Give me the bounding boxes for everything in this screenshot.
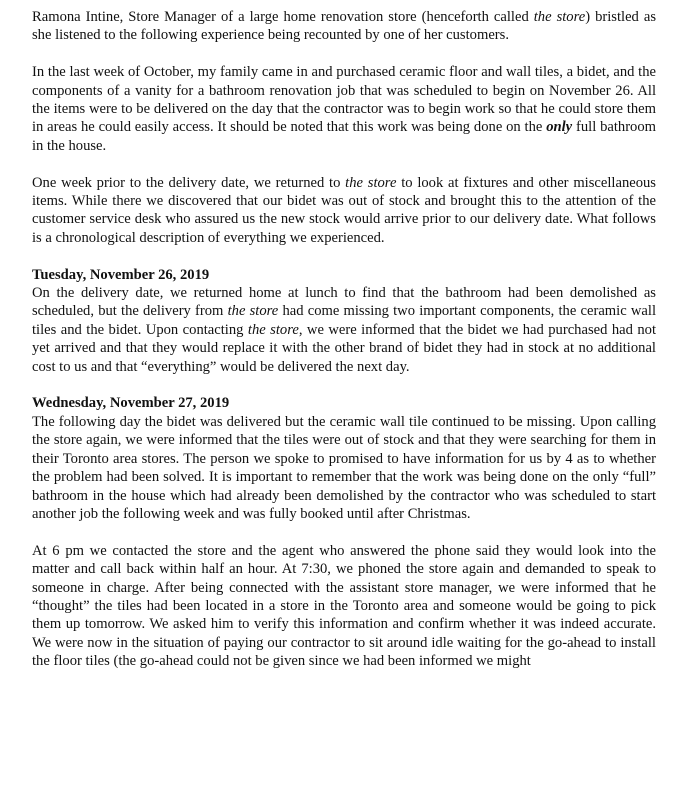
intro-text-2: ) bristled as she listened to the following experience being recounted by one of her customers. (32, 9, 656, 44)
s1-text-2: had come missing two important components, the ceramic wall tiles and the bidet. Upon contacting (32, 303, 656, 338)
p2-text-1: One week prior to the delivery date, we returned to (32, 174, 346, 191)
p1-only-emphasis: only (546, 119, 573, 136)
paragraph-october-purchase (32, 63, 656, 155)
s1-text-1: On the delivery date, we returned home at lunch to find that the bathroom had been demolished as scheduled, but the delivery from (32, 285, 656, 320)
s1-store-emphasis-1: the store (227, 303, 279, 320)
paragraph-week-prior (32, 174, 656, 248)
p2-store-emphasis: the store (345, 174, 397, 191)
intro-text-1: Ramona Intine, Store Manager of a large home renovation store (henceforth called (32, 9, 534, 25)
paragraph-tuesday (32, 284, 656, 376)
section-heading-tuesday: Tuesday, November 26, 2019 (32, 266, 210, 283)
intro-store-emphasis: the store (533, 9, 586, 25)
paragraph-wednesday: The following day the bidet was delivered but the ceramic wall tile continued to be missing. Upon calling the store again, we were informed that the tiles were out of stock and that they were searching for them in their Toronto area stores. The person we spoke to promised to have information for us by 4 as to whether the problem had been solved. It is important to remember that the work was being done on the only “full” bathroom in the house which had already been demolished by the contractor who was scheduled to start another job the following week and was fully booked until after Christmas. (32, 413, 656, 522)
p1-text-1: In the last week of October, my family came in and purchased ceramic floor and wall tiles, a bidet, and the components of a vanity for a bathroom renovation job that was scheduled to begin on November 26. All the items were to be delivered on the day that the contractor was to begin work so that he could store them in areas he could easily access. It should be noted that this work was being done on the (32, 64, 656, 136)
paragraph-6pm: At 6 pm we contacted the store and the agent who answered the phone said they would look into the matter and call back within half an hour. At 7:30, we phoned the store again and demanded to speak to someone in charge. After being connected with the assistant store manager, we were informed that he “thought” the tiles had been located in a store in the Toronto area and someone would be going to pick them up tomorrow. We asked him to verify this information and confirm whether it was indeed accurate. We were now in the situation of paying our contractor to sit around idle waiting for the go-ahead to install the floor tiles (the go-ahead could not be given since we had been informed we might (32, 542, 656, 670)
intro-paragraph (32, 8, 656, 45)
s1-store-emphasis-2: the store (247, 321, 299, 338)
p2-text-2: to look at fixtures and other miscellaneous items. While there we discovered that our bidet was out of stock and brought this to the attention of the customer service desk who assured us the new stock would arrive prior to our delivery date. What follows is a chronological description of everything we experienced. (32, 174, 656, 246)
section-heading-wednesday: Wednesday, November 27, 2019 (32, 395, 230, 412)
p1-text-2: full bathroom in the house. (32, 119, 656, 154)
s1-text-3: , we were informed that the bidet we had purchased had not yet arrived and that they would replace it with the other brand of bidet they had in stock at no additional cost to us and that “everything” would be delivered the next day. (32, 321, 656, 375)
